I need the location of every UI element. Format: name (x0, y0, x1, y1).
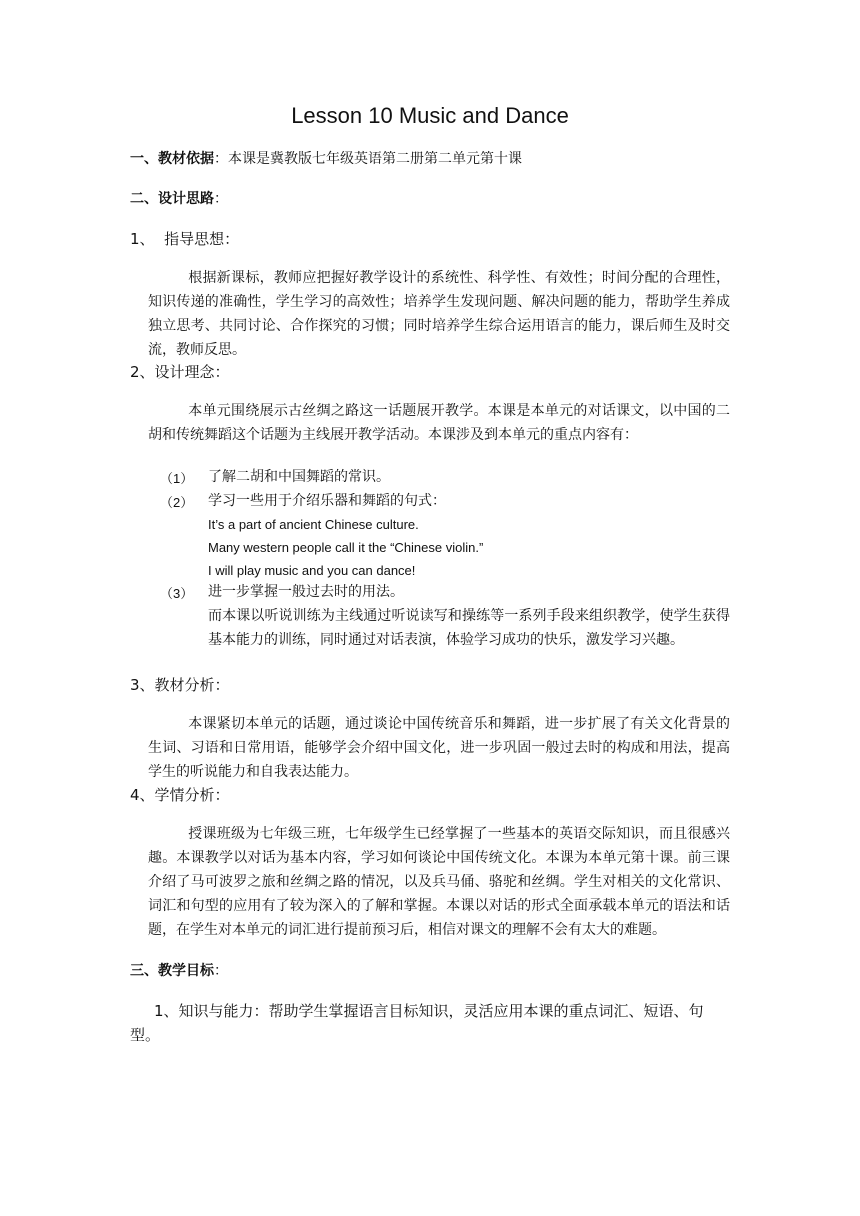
section-heading: 三、教学目标 (130, 963, 214, 979)
subsection-heading: 设计理念： (154, 363, 230, 381)
section-basis (130, 149, 522, 169)
section-heading: 一、教材依据 (130, 151, 214, 167)
subsection-heading: 教材分析： (154, 676, 230, 694)
example-sentence: Many western people call it the “Chinese violin.” (208, 540, 484, 555)
subsection-heading: 学情分析： (154, 786, 230, 804)
list-item: 进一步掌握一般过去时的用法。 (208, 584, 404, 600)
colon: ： (214, 963, 228, 979)
section-objectives (130, 961, 228, 981)
guiding-paragraph: 根据新课标，教师应把握好教学设计的系统性、科学性、有效性；时间分配的合理性，知识传递的准确性，学生学习的高效性；培养学生发现问题、解决问题的能力，帮助学生养成独立思考、共同讨论、合作探究的习惯；同时培养学生综合运用语言的能力，课后师生及时交流，教师反思。 (148, 270, 730, 358)
subsection-guiding (130, 229, 239, 249)
list-item: 学习一些用于介绍乐器和舞蹈的句式： (208, 493, 446, 509)
section-text: 本课是冀教版七年级英语第二册第二单元第十课 (228, 151, 522, 167)
objective-line-continued: 型。 (130, 1026, 161, 1044)
subsection-learners (130, 785, 230, 805)
subsection-material (130, 675, 230, 695)
colon: ： (214, 151, 228, 167)
concept-followup: 而本课以听说训练为主线通过听说读写和操练等一系列手段来组织教学，使学生获得基本能力的训练，同时通过对话表演，体验学习成功的快乐，激发学习兴趣。 (208, 608, 730, 648)
subsection-number: 1、 (130, 230, 155, 248)
section-design (130, 189, 228, 209)
subsection-number: 4、 (130, 786, 155, 804)
list-number: （3） (160, 586, 194, 601)
list-number: （2） (160, 495, 194, 510)
subsection-heading: 指导思想： (164, 230, 240, 248)
section-heading: 二、设计思路 (130, 191, 214, 207)
example-sentence: I will play music and you can dance! (208, 563, 416, 578)
objective-line: 1、知识与能力：帮助学生掌握语言目标知识，灵活应用本课的重点词汇、短语、句 (154, 1002, 704, 1020)
example-sentence: It’s a part of ancient Chinese culture. (208, 517, 419, 532)
list-number: （1） (160, 471, 194, 486)
list-item: 了解二胡和中国舞蹈的常识。 (208, 469, 390, 485)
subsection-number: 3、 (130, 676, 155, 694)
page-title: Lesson 10 Music and Dance (291, 103, 569, 128)
subsection-number: 2、 (130, 363, 155, 381)
material-paragraph: 本课紧切本单元的话题，通过谈论中国传统音乐和舞蹈，进一步扩展了有关文化背景的生词、习语和日常用语，能够学会介绍中国文化，进一步巩固一般过去时的构成和用法，提高学生的听说能力和自我表达能力。 (148, 716, 730, 780)
concept-paragraph: 本单元围绕展示古丝绸之路这一话题展开教学。本课是本单元的对话课文，以中国的二胡和传统舞蹈这个话题为主线展开教学活动。本课涉及到本单元的重点内容有： (148, 403, 730, 443)
learners-paragraph: 授课班级为七年级三班，七年级学生已经掌握了一些基本的英语交际知识，而且很感兴趣。本课教学以对话为基本内容，学习如何谈论中国传统文化。本课为本单元第十课。前三课介绍了马可波罗之旅和丝绸之路的情况，以及兵马俑、骆驼和丝绸。学生对相关的文化常识、词汇和句型的应用有了较为深入的了解和掌握。本课以对话的形式全面承载本单元的语法和话题，在学生对本单元的词汇进行提前预习后，相信对课文的理解不会有太大的难题。 (148, 826, 730, 938)
colon: ： (214, 191, 228, 207)
subsection-concept (130, 362, 230, 382)
